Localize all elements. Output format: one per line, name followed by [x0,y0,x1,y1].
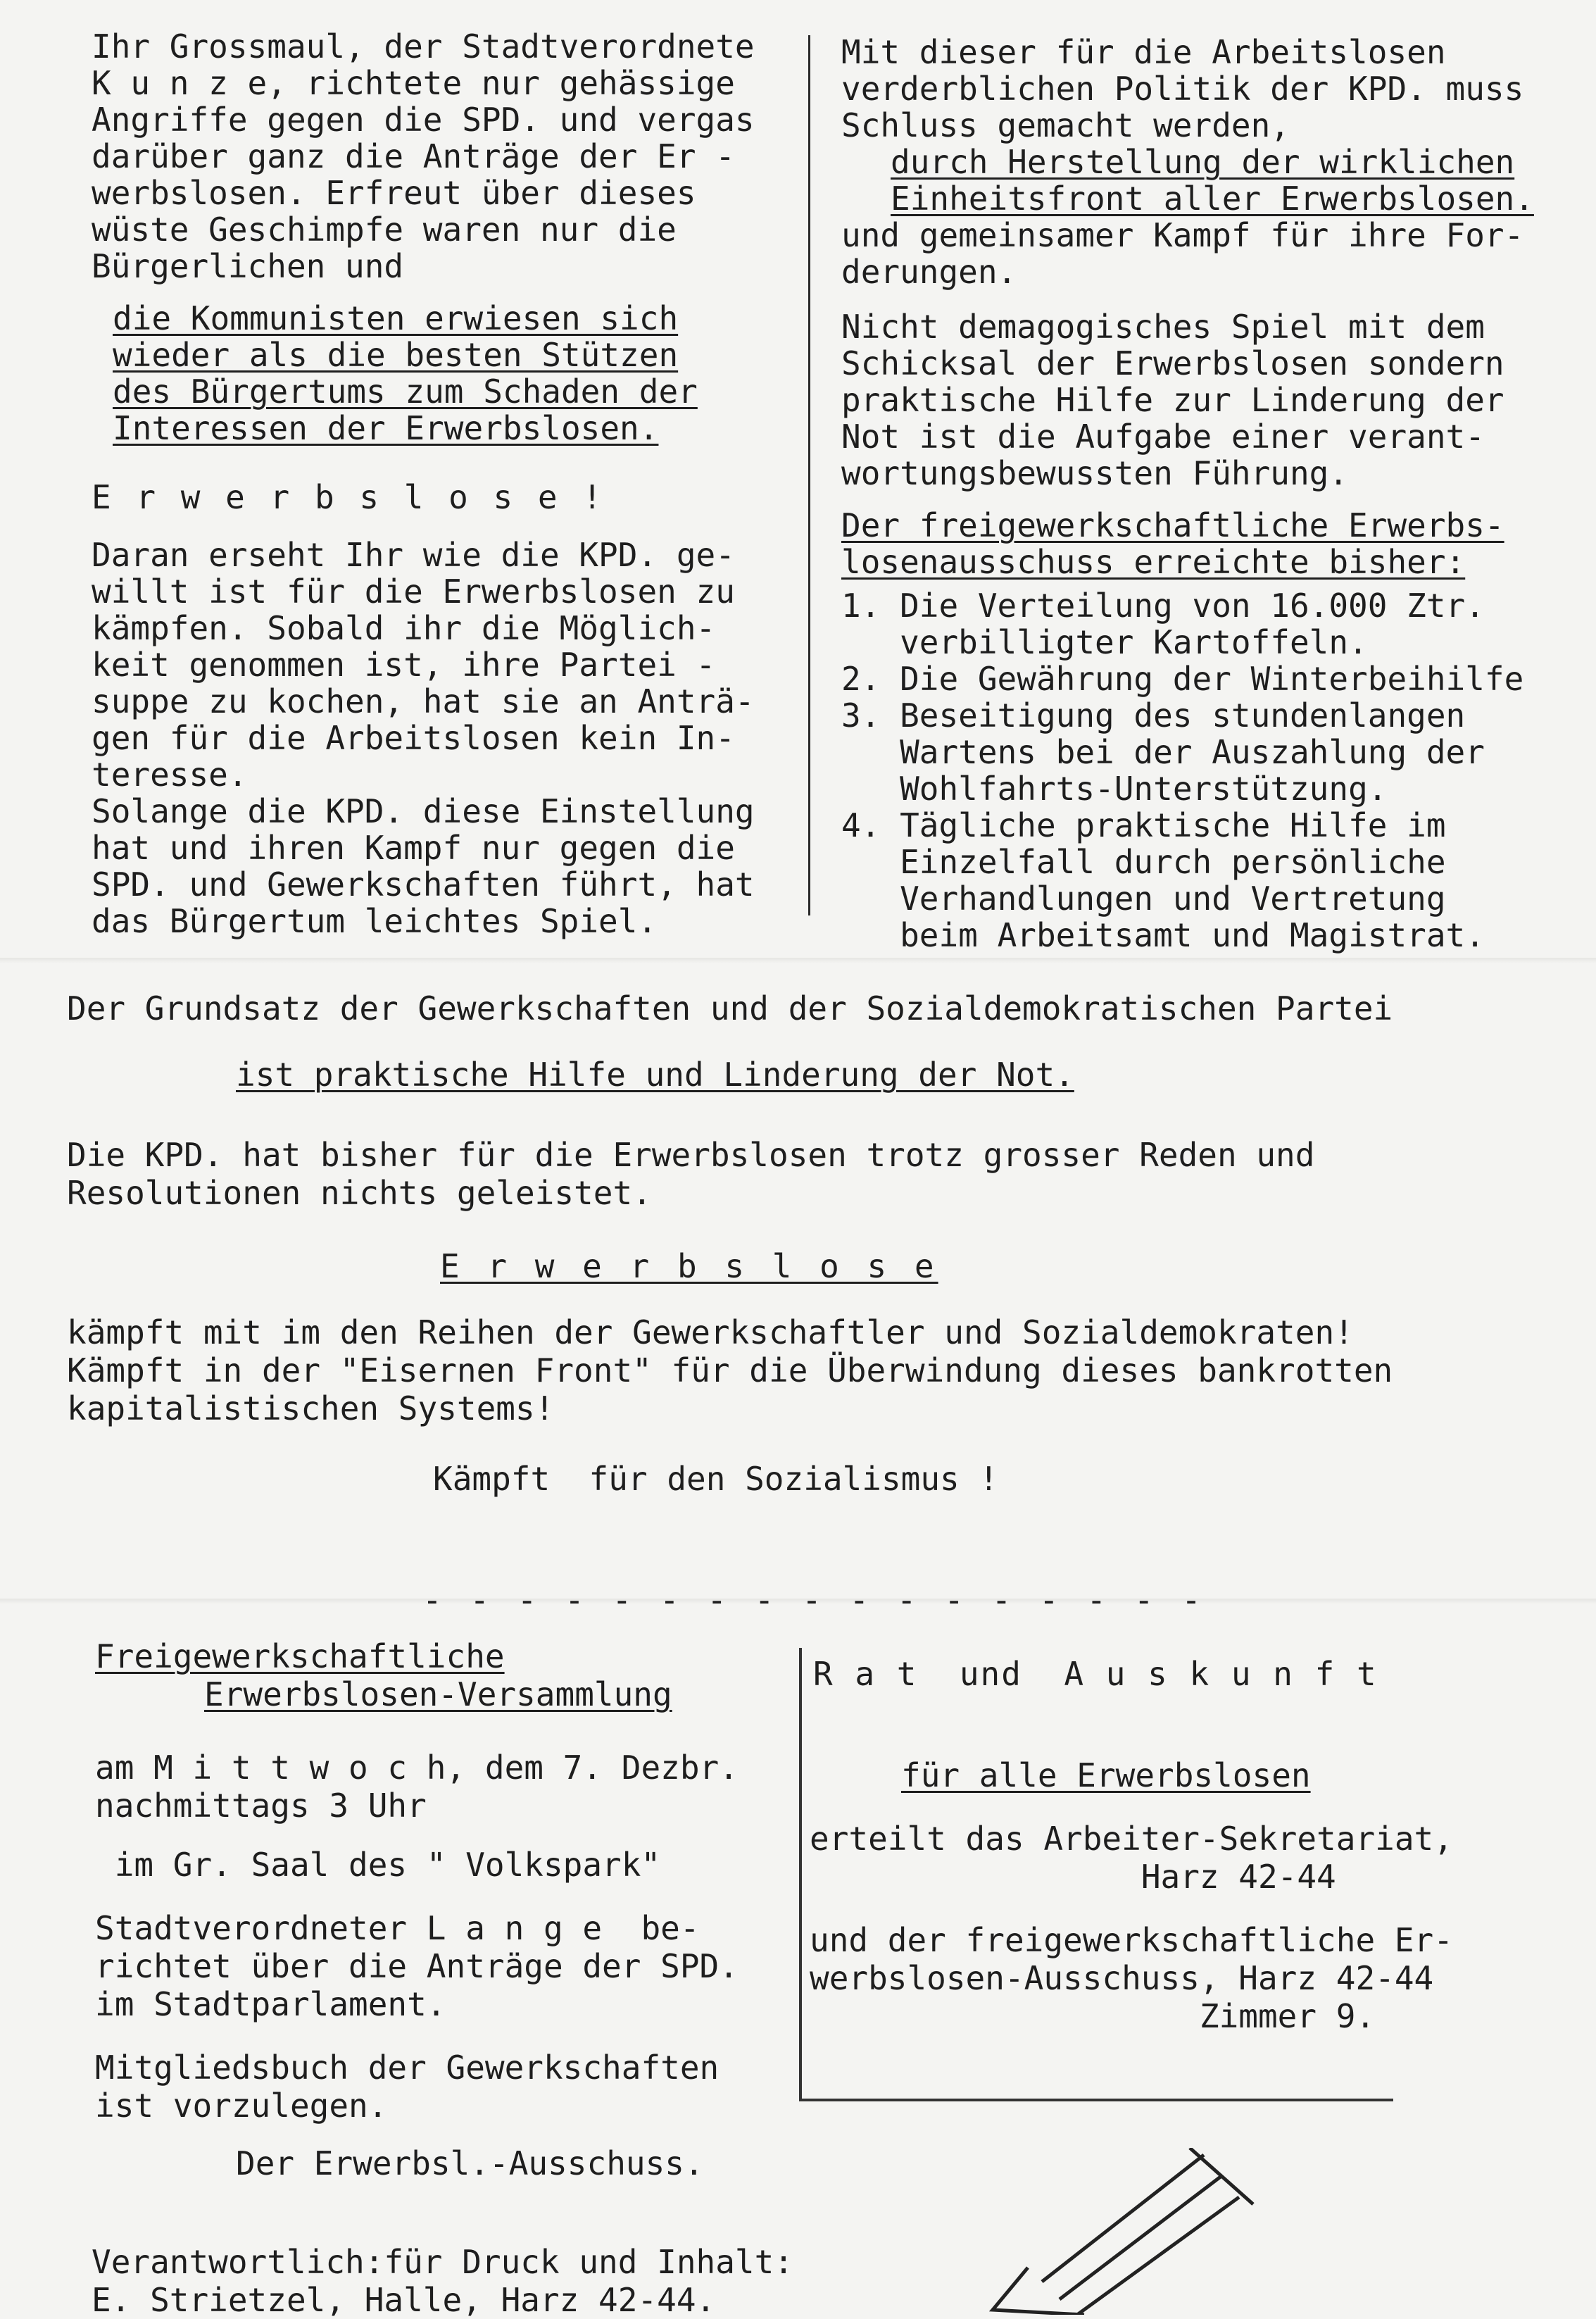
dashed-separator: - - - - - - - - - - - - - - - - - [422,1581,1205,1619]
kpd-statement: Die KPD. hat bisher für die Erwerbslosen trotz grosser Reden und Resolutionen nichts geleistet. [67,1136,1315,1212]
middle-section [67,989,1545,1498]
membership-book-note: Mitgliedsbuch der Gewerkschaften ist vorzulegen. [95,2049,720,2125]
meeting-speaker: Stadtverordneter L a n g e be- richtet über die Anträge der SPD. im Stadtparlament. [95,1909,739,2023]
right-paragraph-1: Mit dieser für die Arbeitslosen verderblichen Politik der KPD. muss Schluss gemacht werden, [841,33,1524,144]
advice-content [810,1655,1556,2035]
paper-fold [0,958,1596,963]
right-paragraph-5-underlined: Der freigewerkschaftliche Erwerbs- losenausschuss erreichte bisher: [841,506,1504,581]
right-paragraph-4: Nicht demagogisches Spiel mit dem Schicksal der Erwerbslosen sondern praktische Hilfe zur Linderung der Not ist die Aufgabe einer verant- wortungsbewussten Führung. [841,308,1504,492]
heading-erwerbslose-center: E r w e r b s l o s e [440,1247,938,1285]
meeting-date: am M i t t w o c h, dem 7. Dezbr. nachmittags 3 Uhr [95,1749,739,1825]
list-item: 3. Beseitigung des stundenlangen Wartens bei der Auszahlung der Wohlfahrts-Unterstützung. [841,696,1485,808]
list-item: 2. Die Gewährung der Winterbeihilfe [841,660,1524,698]
principle-underlined: ist praktische Hilfe und Linderung der Not. [236,1056,1074,1094]
hand-drawn-arrow-icon [979,2148,1260,2315]
right-paragraph-2-underlined: durch Herstellung der wirklichen Einheitsfront aller Erwerbslosen. [891,143,1534,218]
meeting-place: im Gr. Saal des " Volkspark" [95,1846,661,1884]
right-paragraph-3: und gemeinsamer Kampf für ihre For- derungen. [841,216,1524,291]
footer-imprint [92,2243,936,2319]
column-divider [808,35,810,915]
left-paragraph-2-underlined: die Kommunisten erwiesen sich wieder als die besten Stützen des Bürgertums zum Schaden der Interessen der Erwerbslosen. [113,299,698,447]
left-column [92,28,803,939]
signature: Der Erwerbsl.-Ausschuss. [236,2144,704,2182]
advice-subtitle: für alle Erwerbslosen [901,1756,1311,1794]
imprint-text: Verantwortlich:für Druck und Inhalt: E. Strietzel, Halle, Harz 42-44. [92,2243,793,2319]
meeting-title-2: Erwerbslosen-Versammlung [204,1675,672,1713]
left-paragraph-1: Ihr Grossmaul, der Stadtverordnete K u n z e, richtete nur gehässige Angriffe gegen die SPD. und vergas darüber ganz die Anträge der Er - werbslosen. Erfreut über dieses wüste Geschimpfe waren nur die Bürgerlichen und [92,27,755,285]
achievements-list [841,587,1581,954]
list-item: 1. Die Verteilung von 16.000 Ztr. verbilligter Kartoffeln. [841,587,1485,661]
left-heading-erwerbslose: E r w e r b s l o s e ! [92,478,605,516]
right-column [841,34,1581,954]
meeting-title-1: Freigewerkschaftliche [95,1637,505,1675]
advice-text-2: und der freigewerkschaftliche Er- werbslosen-Ausschuss, Harz 42-44 Zimmer 9. [810,1921,1453,2035]
socialism-line: Kämpft für den Sozialismus ! [433,1460,999,1498]
meeting-announcement [95,1637,799,2182]
list-item: 4. Tägliche praktische Hilfe im Einzelfall durch persönliche Verhandlungen und Vertretung beim Arbeitsamt und Magistrat. [841,806,1485,954]
advice-title: R a t und A u s k u n f t [813,1655,1378,1693]
principle-line: Der Grundsatz der Gewerkschaften und der Sozialdemokratischen Partei [67,989,1393,1027]
advice-text-1: erteilt das Arbeiter-Sekretariat, Harz 42-44 [810,1820,1453,1896]
call-to-fight: kämpft mit im den Reihen der Gewerkschaftler und Sozialdemokraten! Kämpft in der "Eisernen Front" für die Überwindung dieses bankrotten kapitalistischen Systems! [67,1313,1393,1427]
left-paragraph-4: Daran erseht Ihr wie die KPD. ge- willt ist für die Erwerbslosen zu kämpfen. Sobald ihr die Möglich- keit genommen ist, ihre Partei - suppe zu kochen, hat sie an Anträ- gen für die Arbeitslosen kein In- teresse. Solange die KPD. diese Einstellung hat und ihren Kampf nur gegen die SPD. und Gewerkschaften führt, hat das Bürgertum leichtes Spiel. [92,536,755,940]
